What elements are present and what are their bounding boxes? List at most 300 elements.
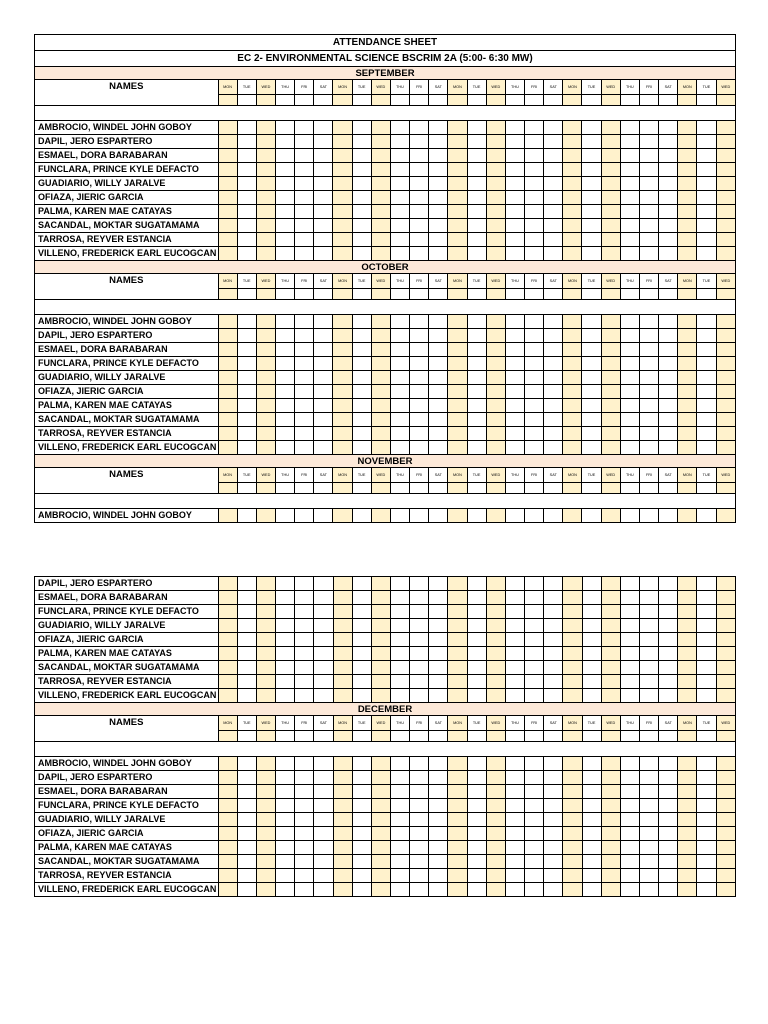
attendance-cell[interactable] [276, 605, 295, 619]
attendance-cell[interactable] [218, 413, 237, 427]
attendance-cell[interactable] [486, 633, 505, 647]
attendance-cell[interactable] [582, 343, 601, 357]
attendance-cell[interactable] [333, 771, 352, 785]
attendance-cell[interactable] [256, 785, 275, 799]
attendance-cell[interactable] [716, 591, 735, 605]
attendance-cell[interactable] [582, 813, 601, 827]
attendance-cell[interactable] [620, 841, 639, 855]
attendance-cell[interactable] [410, 577, 429, 591]
attendance-cell[interactable] [429, 399, 448, 413]
attendance-cell[interactable] [582, 841, 601, 855]
attendance-cell[interactable] [563, 315, 582, 329]
attendance-cell[interactable] [429, 205, 448, 219]
attendance-cell[interactable] [429, 121, 448, 135]
attendance-cell[interactable] [371, 357, 390, 371]
attendance-cell[interactable] [352, 329, 371, 343]
attendance-cell[interactable] [620, 633, 639, 647]
attendance-cell[interactable] [333, 577, 352, 591]
attendance-cell[interactable] [716, 509, 735, 523]
attendance-cell[interactable] [218, 827, 237, 841]
attendance-cell[interactable] [563, 827, 582, 841]
attendance-cell[interactable] [237, 385, 256, 399]
attendance-cell[interactable] [659, 827, 678, 841]
attendance-cell[interactable] [467, 121, 486, 135]
attendance-cell[interactable] [218, 869, 237, 883]
attendance-cell[interactable] [620, 675, 639, 689]
attendance-cell[interactable] [544, 385, 563, 399]
attendance-cell[interactable] [448, 329, 467, 343]
attendance-cell[interactable] [620, 813, 639, 827]
attendance-cell[interactable] [448, 577, 467, 591]
attendance-cell[interactable] [295, 247, 314, 261]
attendance-cell[interactable] [525, 675, 544, 689]
attendance-cell[interactable] [639, 371, 658, 385]
attendance-cell[interactable] [678, 633, 697, 647]
attendance-cell[interactable] [640, 689, 659, 703]
attendance-cell[interactable] [371, 371, 390, 385]
attendance-cell[interactable] [678, 177, 697, 191]
attendance-cell[interactable] [314, 177, 333, 191]
attendance-cell[interactable] [525, 771, 544, 785]
attendance-cell[interactable] [218, 855, 237, 869]
attendance-cell[interactable] [716, 149, 735, 163]
attendance-cell[interactable] [295, 371, 314, 385]
attendance-cell[interactable] [582, 357, 601, 371]
attendance-cell[interactable] [601, 121, 620, 135]
attendance-cell[interactable] [639, 441, 658, 455]
attendance-cell[interactable] [716, 329, 735, 343]
attendance-cell[interactable] [237, 315, 256, 329]
attendance-cell[interactable] [563, 343, 582, 357]
attendance-cell[interactable] [448, 813, 467, 827]
attendance-cell[interactable] [582, 855, 601, 869]
attendance-cell[interactable] [563, 163, 582, 177]
attendance-cell[interactable] [659, 329, 678, 343]
attendance-cell[interactable] [467, 441, 486, 455]
attendance-cell[interactable] [429, 633, 448, 647]
attendance-cell[interactable] [295, 771, 314, 785]
attendance-cell[interactable] [659, 315, 678, 329]
attendance-cell[interactable] [352, 827, 371, 841]
attendance-cell[interactable] [486, 771, 505, 785]
attendance-cell[interactable] [582, 441, 601, 455]
attendance-cell[interactable] [410, 399, 429, 413]
attendance-cell[interactable] [333, 399, 352, 413]
attendance-cell[interactable] [256, 799, 275, 813]
attendance-cell[interactable] [218, 675, 237, 689]
attendance-cell[interactable] [678, 883, 697, 897]
attendance-cell[interactable] [505, 177, 524, 191]
attendance-cell[interactable] [525, 855, 544, 869]
attendance-cell[interactable] [295, 661, 314, 675]
attendance-cell[interactable] [276, 883, 295, 897]
attendance-cell[interactable] [505, 509, 524, 523]
attendance-cell[interactable] [429, 233, 448, 247]
attendance-cell[interactable] [256, 247, 275, 261]
attendance-cell[interactable] [620, 343, 639, 357]
attendance-cell[interactable] [639, 177, 658, 191]
attendance-cell[interactable] [256, 647, 275, 661]
attendance-cell[interactable] [352, 577, 371, 591]
attendance-cell[interactable] [697, 841, 716, 855]
attendance-cell[interactable] [237, 191, 256, 205]
attendance-cell[interactable] [486, 661, 505, 675]
attendance-cell[interactable] [429, 149, 448, 163]
attendance-cell[interactable] [563, 385, 582, 399]
attendance-cell[interactable] [505, 385, 524, 399]
attendance-cell[interactable] [601, 357, 620, 371]
attendance-cell[interactable] [659, 357, 678, 371]
attendance-cell[interactable] [390, 413, 409, 427]
attendance-cell[interactable] [525, 329, 544, 343]
attendance-cell[interactable] [716, 121, 735, 135]
attendance-cell[interactable] [276, 591, 295, 605]
attendance-cell[interactable] [525, 441, 544, 455]
attendance-cell[interactable] [620, 605, 639, 619]
attendance-cell[interactable] [659, 813, 678, 827]
attendance-cell[interactable] [390, 647, 409, 661]
attendance-cell[interactable] [276, 661, 295, 675]
attendance-cell[interactable] [563, 399, 582, 413]
attendance-cell[interactable] [697, 757, 716, 771]
attendance-cell[interactable] [390, 883, 409, 897]
attendance-cell[interactable] [448, 371, 467, 385]
attendance-cell[interactable] [237, 233, 256, 247]
attendance-cell[interactable] [467, 149, 486, 163]
attendance-cell[interactable] [640, 855, 659, 869]
attendance-cell[interactable] [544, 813, 563, 827]
attendance-cell[interactable] [390, 633, 409, 647]
attendance-cell[interactable] [716, 757, 735, 771]
attendance-cell[interactable] [620, 315, 639, 329]
attendance-cell[interactable] [275, 413, 294, 427]
attendance-cell[interactable] [582, 577, 601, 591]
attendance-cell[interactable] [352, 371, 371, 385]
attendance-cell[interactable] [237, 605, 256, 619]
attendance-cell[interactable] [295, 813, 314, 827]
attendance-cell[interactable] [390, 343, 409, 357]
attendance-cell[interactable] [697, 177, 716, 191]
attendance-cell[interactable] [697, 329, 716, 343]
attendance-cell[interactable] [582, 371, 601, 385]
attendance-cell[interactable] [659, 689, 678, 703]
attendance-cell[interactable] [218, 121, 237, 135]
attendance-cell[interactable] [640, 869, 659, 883]
attendance-cell[interactable] [352, 163, 371, 177]
attendance-cell[interactable] [563, 177, 582, 191]
attendance-cell[interactable] [410, 855, 429, 869]
attendance-cell[interactable] [659, 757, 678, 771]
attendance-cell[interactable] [390, 827, 409, 841]
attendance-cell[interactable] [333, 855, 352, 869]
attendance-cell[interactable] [544, 591, 563, 605]
attendance-cell[interactable] [352, 427, 371, 441]
attendance-cell[interactable] [295, 427, 314, 441]
attendance-cell[interactable] [620, 371, 639, 385]
attendance-cell[interactable] [352, 647, 371, 661]
attendance-cell[interactable] [410, 771, 429, 785]
attendance-cell[interactable] [678, 647, 697, 661]
attendance-cell[interactable] [295, 509, 314, 523]
attendance-cell[interactable] [237, 661, 256, 675]
attendance-cell[interactable] [716, 841, 735, 855]
attendance-cell[interactable] [295, 163, 314, 177]
attendance-cell[interactable] [678, 757, 697, 771]
attendance-cell[interactable] [218, 619, 237, 633]
attendance-cell[interactable] [486, 399, 505, 413]
attendance-cell[interactable] [237, 799, 256, 813]
attendance-cell[interactable] [371, 329, 390, 343]
attendance-cell[interactable] [582, 827, 601, 841]
attendance-cell[interactable] [448, 869, 467, 883]
attendance-cell[interactable] [544, 675, 563, 689]
attendance-cell[interactable] [563, 509, 582, 523]
attendance-cell[interactable] [256, 149, 275, 163]
attendance-cell[interactable] [295, 619, 314, 633]
attendance-cell[interactable] [295, 869, 314, 883]
attendance-cell[interactable] [448, 647, 467, 661]
attendance-cell[interactable] [314, 357, 333, 371]
attendance-cell[interactable] [371, 757, 390, 771]
attendance-cell[interactable] [448, 633, 467, 647]
attendance-cell[interactable] [314, 163, 333, 177]
attendance-cell[interactable] [505, 315, 524, 329]
attendance-cell[interactable] [410, 675, 429, 689]
attendance-cell[interactable] [448, 149, 467, 163]
attendance-cell[interactable] [639, 343, 658, 357]
attendance-cell[interactable] [448, 121, 467, 135]
attendance-cell[interactable] [678, 343, 697, 357]
attendance-cell[interactable] [505, 771, 524, 785]
attendance-cell[interactable] [505, 329, 524, 343]
attendance-cell[interactable] [697, 441, 716, 455]
attendance-cell[interactable] [601, 633, 620, 647]
attendance-cell[interactable] [563, 771, 582, 785]
attendance-cell[interactable] [275, 219, 294, 233]
attendance-cell[interactable] [486, 757, 505, 771]
attendance-cell[interactable] [371, 689, 390, 703]
attendance-cell[interactable] [276, 647, 295, 661]
attendance-cell[interactable] [295, 605, 314, 619]
attendance-cell[interactable] [218, 647, 237, 661]
attendance-cell[interactable] [525, 357, 544, 371]
attendance-cell[interactable] [563, 121, 582, 135]
attendance-cell[interactable] [486, 205, 505, 219]
attendance-cell[interactable] [410, 591, 429, 605]
attendance-cell[interactable] [314, 399, 333, 413]
attendance-cell[interactable] [486, 883, 505, 897]
attendance-cell[interactable] [333, 135, 352, 149]
attendance-cell[interactable] [275, 135, 294, 149]
attendance-cell[interactable] [314, 633, 333, 647]
attendance-cell[interactable] [256, 577, 275, 591]
attendance-cell[interactable] [467, 399, 486, 413]
attendance-cell[interactable] [544, 191, 563, 205]
attendance-cell[interactable] [410, 247, 429, 261]
attendance-cell[interactable] [678, 233, 697, 247]
attendance-cell[interactable] [525, 757, 544, 771]
attendance-cell[interactable] [716, 869, 735, 883]
attendance-cell[interactable] [390, 841, 409, 855]
attendance-cell[interactable] [697, 121, 716, 135]
attendance-cell[interactable] [256, 427, 275, 441]
attendance-cell[interactable] [582, 509, 601, 523]
attendance-cell[interactable] [582, 219, 601, 233]
attendance-cell[interactable] [314, 827, 333, 841]
attendance-cell[interactable] [390, 441, 409, 455]
attendance-cell[interactable] [237, 883, 256, 897]
attendance-cell[interactable] [467, 135, 486, 149]
attendance-cell[interactable] [486, 163, 505, 177]
attendance-cell[interactable] [333, 813, 352, 827]
attendance-cell[interactable] [697, 385, 716, 399]
attendance-cell[interactable] [218, 135, 237, 149]
attendance-cell[interactable] [563, 205, 582, 219]
attendance-cell[interactable] [295, 385, 314, 399]
attendance-cell[interactable] [256, 675, 275, 689]
attendance-cell[interactable] [505, 135, 524, 149]
attendance-cell[interactable] [486, 509, 505, 523]
attendance-cell[interactable] [601, 855, 620, 869]
attendance-cell[interactable] [390, 757, 409, 771]
attendance-cell[interactable] [582, 163, 601, 177]
attendance-cell[interactable] [237, 757, 256, 771]
attendance-cell[interactable] [256, 233, 275, 247]
attendance-cell[interactable] [467, 827, 486, 841]
attendance-cell[interactable] [525, 149, 544, 163]
attendance-cell[interactable] [563, 605, 582, 619]
attendance-cell[interactable] [256, 771, 275, 785]
attendance-cell[interactable] [467, 785, 486, 799]
attendance-cell[interactable] [486, 357, 505, 371]
attendance-cell[interactable] [505, 855, 524, 869]
attendance-cell[interactable] [352, 121, 371, 135]
attendance-cell[interactable] [678, 771, 697, 785]
attendance-cell[interactable] [659, 647, 678, 661]
attendance-cell[interactable] [429, 441, 448, 455]
attendance-cell[interactable] [467, 427, 486, 441]
attendance-cell[interactable] [716, 619, 735, 633]
attendance-cell[interactable] [448, 399, 467, 413]
attendance-cell[interactable] [544, 799, 563, 813]
attendance-cell[interactable] [620, 357, 639, 371]
attendance-cell[interactable] [716, 647, 735, 661]
attendance-cell[interactable] [333, 219, 352, 233]
attendance-cell[interactable] [256, 121, 275, 135]
attendance-cell[interactable] [678, 799, 697, 813]
attendance-cell[interactable] [620, 441, 639, 455]
attendance-cell[interactable] [563, 591, 582, 605]
attendance-cell[interactable] [582, 591, 601, 605]
attendance-cell[interactable] [639, 413, 658, 427]
attendance-cell[interactable] [295, 357, 314, 371]
attendance-cell[interactable] [640, 605, 659, 619]
attendance-cell[interactable] [716, 441, 735, 455]
attendance-cell[interactable] [256, 385, 275, 399]
attendance-cell[interactable] [601, 343, 620, 357]
attendance-cell[interactable] [639, 509, 658, 523]
attendance-cell[interactable] [697, 427, 716, 441]
attendance-cell[interactable] [429, 869, 448, 883]
attendance-cell[interactable] [276, 619, 295, 633]
attendance-cell[interactable] [678, 399, 697, 413]
attendance-cell[interactable] [563, 799, 582, 813]
attendance-cell[interactable] [352, 205, 371, 219]
attendance-cell[interactable] [620, 219, 639, 233]
attendance-cell[interactable] [218, 177, 237, 191]
attendance-cell[interactable] [448, 441, 467, 455]
attendance-cell[interactable] [505, 343, 524, 357]
attendance-cell[interactable] [601, 591, 620, 605]
attendance-cell[interactable] [448, 385, 467, 399]
attendance-cell[interactable] [659, 177, 678, 191]
attendance-cell[interactable] [678, 247, 697, 261]
attendance-cell[interactable] [525, 427, 544, 441]
attendance-cell[interactable] [448, 191, 467, 205]
attendance-cell[interactable] [601, 689, 620, 703]
attendance-cell[interactable] [640, 771, 659, 785]
attendance-cell[interactable] [467, 233, 486, 247]
attendance-cell[interactable] [448, 591, 467, 605]
attendance-cell[interactable] [678, 205, 697, 219]
attendance-cell[interactable] [601, 413, 620, 427]
attendance-cell[interactable] [256, 689, 275, 703]
attendance-cell[interactable] [563, 785, 582, 799]
attendance-cell[interactable] [467, 605, 486, 619]
attendance-cell[interactable] [314, 205, 333, 219]
attendance-cell[interactable] [544, 757, 563, 771]
attendance-cell[interactable] [390, 813, 409, 827]
attendance-cell[interactable] [333, 647, 352, 661]
attendance-cell[interactable] [697, 591, 716, 605]
attendance-cell[interactable] [448, 619, 467, 633]
attendance-cell[interactable] [659, 605, 678, 619]
attendance-cell[interactable] [639, 427, 658, 441]
attendance-cell[interactable] [390, 771, 409, 785]
attendance-cell[interactable] [620, 233, 639, 247]
attendance-cell[interactable] [390, 427, 409, 441]
attendance-cell[interactable] [563, 149, 582, 163]
attendance-cell[interactable] [314, 855, 333, 869]
attendance-cell[interactable] [601, 813, 620, 827]
attendance-cell[interactable] [505, 591, 524, 605]
attendance-cell[interactable] [218, 771, 237, 785]
attendance-cell[interactable] [525, 315, 544, 329]
attendance-cell[interactable] [218, 247, 237, 261]
attendance-cell[interactable] [410, 191, 429, 205]
attendance-cell[interactable] [716, 675, 735, 689]
attendance-cell[interactable] [601, 841, 620, 855]
attendance-cell[interactable] [620, 689, 639, 703]
attendance-cell[interactable] [276, 841, 295, 855]
attendance-cell[interactable] [697, 661, 716, 675]
attendance-cell[interactable] [467, 841, 486, 855]
attendance-cell[interactable] [333, 385, 352, 399]
attendance-cell[interactable] [620, 591, 639, 605]
attendance-cell[interactable] [410, 413, 429, 427]
attendance-cell[interactable] [467, 619, 486, 633]
attendance-cell[interactable] [314, 883, 333, 897]
attendance-cell[interactable] [601, 757, 620, 771]
attendance-cell[interactable] [429, 689, 448, 703]
attendance-cell[interactable] [295, 177, 314, 191]
attendance-cell[interactable] [295, 399, 314, 413]
attendance-cell[interactable] [390, 869, 409, 883]
attendance-cell[interactable] [678, 385, 697, 399]
attendance-cell[interactable] [410, 619, 429, 633]
attendance-cell[interactable] [410, 509, 429, 523]
attendance-cell[interactable] [486, 247, 505, 261]
